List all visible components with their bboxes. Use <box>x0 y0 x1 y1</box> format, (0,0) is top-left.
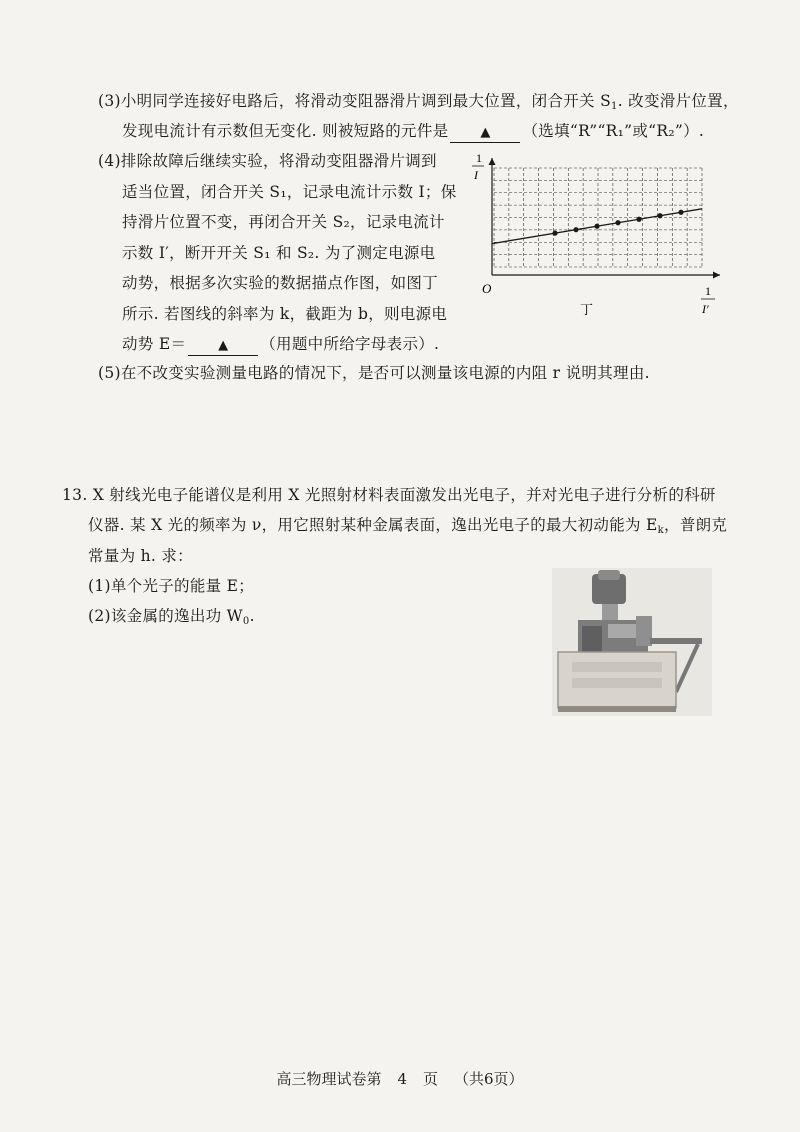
q13-line2: 仪器. 某 X 光的频率为 ν，用它照射某种金属表面，逸出光电子的最大初动能为 $E_k$，普朗克 <box>88 516 728 536</box>
answer-blank-part4[interactable]: ▲ <box>188 335 258 356</box>
q13-line1: 13. X 射线光电子能谱仪是利用 X 光照射材料表面激发出光电子，并对光电子进行分析的科研 <box>62 486 716 504</box>
data-point <box>657 213 662 218</box>
x-label-denominator: I′ <box>702 302 709 316</box>
grid <box>494 168 702 267</box>
q12-part5: (5)在不改变实验测量电路的情况下，是否可以测量该电源的内阻 r 说明其理由. <box>98 364 650 382</box>
q12-part4-line5: 动势，根据多次实验的数据描点作图，如图丁 <box>122 274 439 292</box>
data-point <box>615 220 620 225</box>
q12-part4-line7: 动势 E＝ ▲ （用题中所给字母表示）. <box>122 333 439 356</box>
data-point <box>573 227 578 232</box>
figure-caption: 丁 <box>580 302 594 317</box>
q13-item2: (2)该金属的逸出功 $W_0$. <box>88 607 255 627</box>
q12-part4-line6: 所示. 若图线的斜率为 k，截距为 b，则电源电 <box>122 305 448 323</box>
xps-instrument-photo <box>552 568 712 716</box>
data-point <box>636 217 641 222</box>
page-footer: 高三物理试卷第 4 页 （共6页） <box>276 1070 524 1088</box>
data-point <box>552 231 557 236</box>
x-label-numerator: 1 <box>705 284 711 298</box>
q12-part4-line2: 适当位置，闭合开关 S₁，记录电流计示数 I；保 <box>122 183 457 201</box>
data-point <box>678 210 683 215</box>
graph-figure-ding <box>462 148 732 326</box>
q12-part4-line3: 持滑片位置不变，再闭合开关 S₂，记录电流计 <box>122 213 445 231</box>
q12-part4-line1: (4)排除故障后继续实验，将滑动变阻器滑片调到 <box>98 152 437 170</box>
q13-line3: 常量为 h. 求： <box>88 547 193 565</box>
origin-label: O <box>482 281 492 296</box>
q12-part4-line4: 示数 I′，断开开关 S₁ 和 S₂. 为了测定电源电 <box>122 244 436 262</box>
answer-blank-part3[interactable]: ▲ <box>450 122 520 143</box>
y-label-numerator: 1 <box>476 151 482 165</box>
y-label-denominator: I <box>474 168 478 182</box>
q12-part3-line2: 发现电流计有示数但无变化. 则被短路的元件是 ▲ （选填“R”“R₁”或“R₂”）. <box>122 120 704 143</box>
data-point <box>594 224 599 229</box>
q12-part3-line1: (3)小明同学连接好电路后，将滑动变阻器滑片调到最大位置，闭合开关 $S_1$. 改变滑片位置， <box>98 92 739 112</box>
q13-item1: (1)单个光子的能量 E； <box>88 577 255 595</box>
